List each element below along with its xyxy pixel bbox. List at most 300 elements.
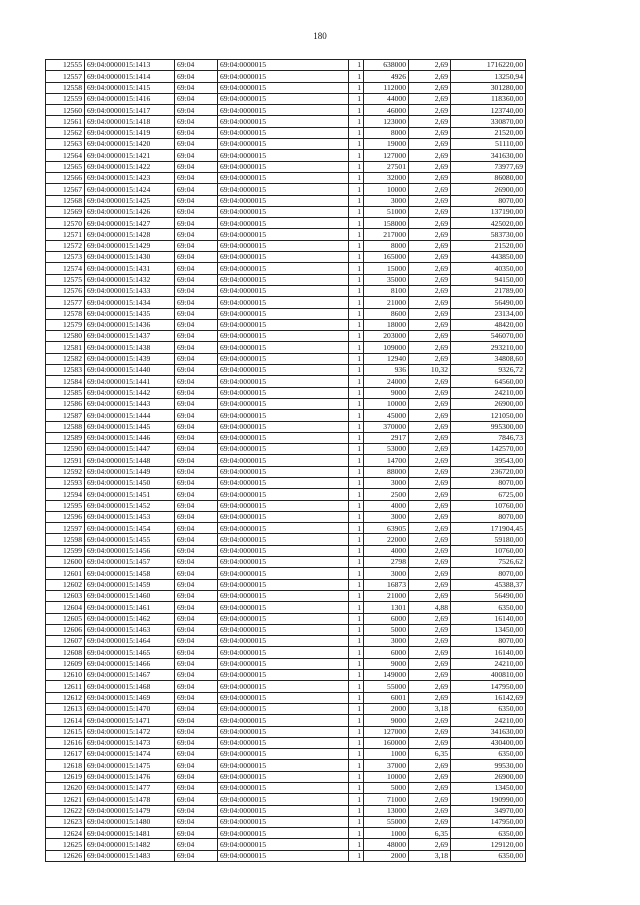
area-cell: 203000 (364, 331, 409, 342)
quarter-number-cell: 69:04:0000015 (218, 624, 349, 635)
count-cell: 1 (349, 749, 364, 760)
district-code-cell: 69:04 (175, 60, 218, 71)
count-cell: 1 (349, 127, 364, 138)
cadastral-number-cell: 69:04:0000015:1475 (85, 760, 175, 771)
row-number-cell: 12581 (46, 342, 85, 353)
specific-value-cell: 2,69 (409, 71, 451, 82)
count-cell: 1 (349, 703, 364, 714)
row-number-cell: 12612 (46, 692, 85, 703)
specific-value-cell: 2,69 (409, 658, 451, 669)
row-number-cell: 12591 (46, 455, 85, 466)
quarter-number-cell: 69:04:0000015 (218, 647, 349, 658)
area-cell: 15000 (364, 263, 409, 274)
count-cell: 1 (349, 353, 364, 364)
cadastral-number-cell: 69:04:0000015:1462 (85, 613, 175, 624)
row-number-cell: 12563 (46, 139, 85, 150)
quarter-number-cell: 69:04:0000015 (218, 455, 349, 466)
row-number-cell: 12573 (46, 252, 85, 263)
district-code-cell: 69:04 (175, 737, 218, 748)
quarter-number-cell: 69:04:0000015 (218, 218, 349, 229)
cadastral-value-cell: 6350,00 (451, 703, 526, 714)
table-row (46, 365, 526, 376)
quarter-number-cell: 69:04:0000015 (218, 342, 349, 353)
specific-value-cell: 2,69 (409, 511, 451, 522)
count-cell: 1 (349, 263, 364, 274)
district-code-cell: 69:04 (175, 579, 218, 590)
cadastral-value-cell: 21520,00 (451, 127, 526, 138)
area-cell: 37000 (364, 760, 409, 771)
area-cell: 51000 (364, 206, 409, 217)
area-cell: 217000 (364, 229, 409, 240)
area-cell: 8100 (364, 285, 409, 296)
cadastral-number-cell: 69:04:0000015:1481 (85, 828, 175, 839)
row-number-cell: 12601 (46, 568, 85, 579)
table-row (46, 240, 526, 251)
count-cell: 1 (349, 489, 364, 500)
row-number-cell: 12589 (46, 432, 85, 443)
specific-value-cell: 2,69 (409, 297, 451, 308)
row-number-cell: 12587 (46, 410, 85, 421)
table-row (46, 681, 526, 692)
cadastral-number-cell: 69:04:0000015:1423 (85, 172, 175, 183)
cadastral-value-cell: 137190,00 (451, 206, 526, 217)
row-number-cell: 12616 (46, 737, 85, 748)
specific-value-cell: 2,69 (409, 274, 451, 285)
count-cell: 1 (349, 579, 364, 590)
area-cell: 160000 (364, 737, 409, 748)
row-number-cell: 12580 (46, 331, 85, 342)
quarter-number-cell: 69:04:0000015 (218, 229, 349, 240)
cadastral-number-cell: 69:04:0000015:1413 (85, 60, 175, 71)
count-cell: 1 (349, 737, 364, 748)
row-number-cell: 12615 (46, 726, 85, 737)
quarter-number-cell: 69:04:0000015 (218, 93, 349, 104)
cadastral-value-cell: 425020,00 (451, 218, 526, 229)
table-row (46, 568, 526, 579)
row-number-cell: 12588 (46, 421, 85, 432)
quarter-number-cell: 69:04:0000015 (218, 184, 349, 195)
specific-value-cell: 2,69 (409, 692, 451, 703)
specific-value-cell: 2,69 (409, 116, 451, 127)
specific-value-cell: 2,69 (409, 161, 451, 172)
cadastral-value-cell: 13450,00 (451, 624, 526, 635)
quarter-number-cell: 69:04:0000015 (218, 670, 349, 681)
table-row (46, 783, 526, 794)
district-code-cell: 69:04 (175, 568, 218, 579)
quarter-number-cell: 69:04:0000015 (218, 489, 349, 500)
cadastral-value-cell: 21520,00 (451, 240, 526, 251)
specific-value-cell: 2,69 (409, 500, 451, 511)
district-code-cell: 69:04 (175, 240, 218, 251)
area-cell: 4000 (364, 545, 409, 556)
area-cell: 2000 (364, 850, 409, 861)
row-number-cell: 12625 (46, 839, 85, 850)
quarter-number-cell: 69:04:0000015 (218, 816, 349, 827)
quarter-number-cell: 69:04:0000015 (218, 579, 349, 590)
quarter-number-cell: 69:04:0000015 (218, 545, 349, 556)
area-cell: 35000 (364, 274, 409, 285)
area-cell: 53000 (364, 444, 409, 455)
district-code-cell: 69:04 (175, 850, 218, 861)
specific-value-cell: 2,69 (409, 206, 451, 217)
cadastral-value-cell: 171904,45 (451, 523, 526, 534)
table-row (46, 816, 526, 827)
cadastral-value-cell: 236720,00 (451, 466, 526, 477)
district-code-cell: 69:04 (175, 670, 218, 681)
specific-value-cell: 10,32 (409, 365, 451, 376)
quarter-number-cell: 69:04:0000015 (218, 139, 349, 150)
cadastral-number-cell: 69:04:0000015:1429 (85, 240, 175, 251)
count-cell: 1 (349, 365, 364, 376)
area-cell: 6000 (364, 647, 409, 658)
count-cell: 1 (349, 195, 364, 206)
quarter-number-cell: 69:04:0000015 (218, 568, 349, 579)
cadastral-value-cell: 21789,00 (451, 285, 526, 296)
cadastral-number-cell: 69:04:0000015:1456 (85, 545, 175, 556)
cadastral-value-cell: 190990,00 (451, 794, 526, 805)
district-code-cell: 69:04 (175, 229, 218, 240)
count-cell: 1 (349, 455, 364, 466)
quarter-number-cell: 69:04:0000015 (218, 263, 349, 274)
specific-value-cell: 2,69 (409, 760, 451, 771)
cadastral-value-cell: 40350,00 (451, 263, 526, 274)
cadastral-value-cell: 13450,00 (451, 783, 526, 794)
area-cell: 3000 (364, 568, 409, 579)
cadastral-value-cell: 400810,00 (451, 670, 526, 681)
cadastral-value-cell: 16140,00 (451, 647, 526, 658)
table-row (46, 172, 526, 183)
cadastral-value-cell: 48420,00 (451, 319, 526, 330)
area-cell: 45000 (364, 410, 409, 421)
area-cell: 9000 (364, 658, 409, 669)
count-cell: 1 (349, 172, 364, 183)
row-number-cell: 12604 (46, 602, 85, 613)
specific-value-cell: 2,69 (409, 410, 451, 421)
quarter-number-cell: 69:04:0000015 (218, 60, 349, 71)
quarter-number-cell: 69:04:0000015 (218, 726, 349, 737)
table-row (46, 206, 526, 217)
specific-value-cell: 2,69 (409, 184, 451, 195)
district-code-cell: 69:04 (175, 794, 218, 805)
cadastral-value-cell: 94150,00 (451, 274, 526, 285)
specific-value-cell: 2,69 (409, 82, 451, 93)
district-code-cell: 69:04 (175, 489, 218, 500)
cadastral-value-cell: 10760,00 (451, 545, 526, 556)
district-code-cell: 69:04 (175, 206, 218, 217)
quarter-number-cell: 69:04:0000015 (218, 432, 349, 443)
cadastral-value-cell: 147950,00 (451, 816, 526, 827)
quarter-number-cell: 69:04:0000015 (218, 534, 349, 545)
district-code-cell: 69:04 (175, 477, 218, 488)
specific-value-cell: 2,69 (409, 805, 451, 816)
table-row (46, 263, 526, 274)
table-row (46, 150, 526, 161)
table-row (46, 60, 526, 71)
area-cell: 22000 (364, 534, 409, 545)
district-code-cell: 69:04 (175, 816, 218, 827)
quarter-number-cell: 69:04:0000015 (218, 760, 349, 771)
cadastral-number-cell: 69:04:0000015:1433 (85, 285, 175, 296)
area-cell: 8000 (364, 240, 409, 251)
table-row (46, 466, 526, 477)
count-cell: 1 (349, 240, 364, 251)
table-row (46, 297, 526, 308)
specific-value-cell: 2,69 (409, 342, 451, 353)
district-code-cell: 69:04 (175, 376, 218, 387)
district-code-cell: 69:04 (175, 116, 218, 127)
cadastral-number-cell: 69:04:0000015:1432 (85, 274, 175, 285)
district-code-cell: 69:04 (175, 703, 218, 714)
table-row (46, 116, 526, 127)
specific-value-cell: 2,69 (409, 218, 451, 229)
specific-value-cell: 2,69 (409, 432, 451, 443)
table-row (46, 647, 526, 658)
table-row (46, 398, 526, 409)
cadastral-number-cell: 69:04:0000015:1479 (85, 805, 175, 816)
cadastral-number-cell: 69:04:0000015:1435 (85, 308, 175, 319)
district-code-cell: 69:04 (175, 342, 218, 353)
district-code-cell: 69:04 (175, 760, 218, 771)
quarter-number-cell: 69:04:0000015 (218, 252, 349, 263)
table-row (46, 127, 526, 138)
area-cell: 44000 (364, 93, 409, 104)
cadastral-number-cell: 69:04:0000015:1468 (85, 681, 175, 692)
table-row (46, 545, 526, 556)
district-code-cell: 69:04 (175, 139, 218, 150)
row-number-cell: 12579 (46, 319, 85, 330)
area-cell: 4000 (364, 500, 409, 511)
row-number-cell: 12624 (46, 828, 85, 839)
district-code-cell: 69:04 (175, 749, 218, 760)
quarter-number-cell: 69:04:0000015 (218, 297, 349, 308)
quarter-number-cell: 69:04:0000015 (218, 319, 349, 330)
specific-value-cell: 2,69 (409, 195, 451, 206)
cadastral-value-table (45, 59, 526, 862)
count-cell: 1 (349, 387, 364, 398)
cadastral-number-cell: 69:04:0000015:1420 (85, 139, 175, 150)
quarter-number-cell: 69:04:0000015 (218, 82, 349, 93)
specific-value-cell: 2,69 (409, 681, 451, 692)
cadastral-value-cell: 64560,00 (451, 376, 526, 387)
count-cell: 1 (349, 139, 364, 150)
area-cell: 19000 (364, 139, 409, 150)
table-row (46, 444, 526, 455)
count-cell: 1 (349, 816, 364, 827)
row-number-cell: 12578 (46, 308, 85, 319)
area-cell: 88000 (364, 466, 409, 477)
count-cell: 1 (349, 828, 364, 839)
quarter-number-cell: 69:04:0000015 (218, 500, 349, 511)
cadastral-value-cell: 443850,00 (451, 252, 526, 263)
specific-value-cell: 2,69 (409, 263, 451, 274)
cadastral-number-cell: 69:04:0000015:1424 (85, 184, 175, 195)
row-number-cell: 12610 (46, 670, 85, 681)
quarter-number-cell: 69:04:0000015 (218, 477, 349, 488)
cadastral-value-cell: 26900,00 (451, 771, 526, 782)
cadastral-value-cell: 8070,00 (451, 477, 526, 488)
table-row (46, 331, 526, 342)
count-cell: 1 (349, 726, 364, 737)
row-number-cell: 12594 (46, 489, 85, 500)
quarter-number-cell: 69:04:0000015 (218, 590, 349, 601)
quarter-number-cell: 69:04:0000015 (218, 839, 349, 850)
cadastral-value-cell: 73977,69 (451, 161, 526, 172)
quarter-number-cell: 69:04:0000015 (218, 240, 349, 251)
cadastral-value-cell: 330870,00 (451, 116, 526, 127)
specific-value-cell: 2,69 (409, 60, 451, 71)
area-cell: 9000 (364, 387, 409, 398)
area-cell: 48000 (364, 839, 409, 850)
cadastral-value-cell: 546070,00 (451, 331, 526, 342)
quarter-number-cell: 69:04:0000015 (218, 150, 349, 161)
table-row (46, 670, 526, 681)
cadastral-number-cell: 69:04:0000015:1463 (85, 624, 175, 635)
quarter-number-cell: 69:04:0000015 (218, 365, 349, 376)
table-row (46, 523, 526, 534)
district-code-cell: 69:04 (175, 692, 218, 703)
specific-value-cell: 2,69 (409, 308, 451, 319)
count-cell: 1 (349, 602, 364, 613)
district-code-cell: 69:04 (175, 557, 218, 568)
cadastral-number-cell: 69:04:0000015:1467 (85, 670, 175, 681)
specific-value-cell: 2,69 (409, 421, 451, 432)
table-row (46, 342, 526, 353)
table-row (46, 410, 526, 421)
cadastral-value-cell: 6350,00 (451, 850, 526, 861)
cadastral-value-cell: 13250,94 (451, 71, 526, 82)
row-number-cell: 12582 (46, 353, 85, 364)
row-number-cell: 12618 (46, 760, 85, 771)
row-number-cell: 12613 (46, 703, 85, 714)
count-cell: 1 (349, 839, 364, 850)
area-cell: 638000 (364, 60, 409, 71)
table-row (46, 511, 526, 522)
row-number-cell: 12599 (46, 545, 85, 556)
cadastral-number-cell: 69:04:0000015:1458 (85, 568, 175, 579)
cadastral-number-cell: 69:04:0000015:1470 (85, 703, 175, 714)
specific-value-cell: 2,69 (409, 590, 451, 601)
row-number-cell: 12583 (46, 365, 85, 376)
cadastral-number-cell: 69:04:0000015:1453 (85, 511, 175, 522)
specific-value-cell: 2,69 (409, 489, 451, 500)
district-code-cell: 69:04 (175, 466, 218, 477)
specific-value-cell: 2,69 (409, 252, 451, 263)
specific-value-cell: 2,69 (409, 794, 451, 805)
area-cell: 21000 (364, 590, 409, 601)
row-number-cell: 12561 (46, 116, 85, 127)
cadastral-number-cell: 69:04:0000015:1450 (85, 477, 175, 488)
count-cell: 1 (349, 82, 364, 93)
row-number-cell: 12576 (46, 285, 85, 296)
cadastral-number-cell: 69:04:0000015:1483 (85, 850, 175, 861)
cadastral-number-cell: 69:04:0000015:1416 (85, 93, 175, 104)
row-number-cell: 12606 (46, 624, 85, 635)
specific-value-cell: 2,69 (409, 398, 451, 409)
cadastral-value-cell: 34808,60 (451, 353, 526, 364)
table-body (46, 60, 526, 862)
cadastral-number-cell: 69:04:0000015:1431 (85, 263, 175, 274)
area-cell: 6001 (364, 692, 409, 703)
table-row (46, 195, 526, 206)
cadastral-number-cell: 69:04:0000015:1438 (85, 342, 175, 353)
row-number-cell: 12586 (46, 398, 85, 409)
cadastral-value-cell: 6725,00 (451, 489, 526, 500)
row-number-cell: 12621 (46, 794, 85, 805)
district-code-cell: 69:04 (175, 839, 218, 850)
quarter-number-cell: 69:04:0000015 (218, 850, 349, 861)
row-number-cell: 12557 (46, 71, 85, 82)
row-number-cell: 12611 (46, 681, 85, 692)
district-code-cell: 69:04 (175, 127, 218, 138)
count-cell: 1 (349, 805, 364, 816)
specific-value-cell: 2,69 (409, 523, 451, 534)
cadastral-number-cell: 69:04:0000015:1471 (85, 715, 175, 726)
quarter-number-cell: 69:04:0000015 (218, 749, 349, 760)
cadastral-number-cell: 69:04:0000015:1440 (85, 365, 175, 376)
count-cell: 1 (349, 681, 364, 692)
quarter-number-cell: 69:04:0000015 (218, 703, 349, 714)
cadastral-number-cell: 69:04:0000015:1460 (85, 590, 175, 601)
area-cell: 127000 (364, 150, 409, 161)
cadastral-number-cell: 69:04:0000015:1445 (85, 421, 175, 432)
cadastral-number-cell: 69:04:0000015:1476 (85, 771, 175, 782)
quarter-number-cell: 69:04:0000015 (218, 737, 349, 748)
area-cell: 10000 (364, 398, 409, 409)
count-cell: 1 (349, 647, 364, 658)
quarter-number-cell: 69:04:0000015 (218, 523, 349, 534)
specific-value-cell: 2,69 (409, 579, 451, 590)
area-cell: 13000 (364, 805, 409, 816)
row-number-cell: 12595 (46, 500, 85, 511)
row-number-cell: 12574 (46, 263, 85, 274)
row-number-cell: 12568 (46, 195, 85, 206)
district-code-cell: 69:04 (175, 93, 218, 104)
table-row (46, 726, 526, 737)
cadastral-number-cell: 69:04:0000015:1414 (85, 71, 175, 82)
quarter-number-cell: 69:04:0000015 (218, 71, 349, 82)
area-cell: 5000 (364, 783, 409, 794)
specific-value-cell: 2,69 (409, 839, 451, 850)
area-cell: 127000 (364, 726, 409, 737)
district-code-cell: 69:04 (175, 455, 218, 466)
area-cell: 158000 (364, 218, 409, 229)
count-cell: 1 (349, 319, 364, 330)
row-number-cell: 12605 (46, 613, 85, 624)
row-number-cell: 12562 (46, 127, 85, 138)
table-row (46, 285, 526, 296)
table-row (46, 737, 526, 748)
table-row (46, 105, 526, 116)
district-code-cell: 69:04 (175, 771, 218, 782)
quarter-number-cell: 69:04:0000015 (218, 285, 349, 296)
specific-value-cell: 3,18 (409, 703, 451, 714)
table-row (46, 161, 526, 172)
table-row (46, 500, 526, 511)
area-cell: 112000 (364, 82, 409, 93)
district-code-cell: 69:04 (175, 319, 218, 330)
district-code-cell: 69:04 (175, 263, 218, 274)
table-row (46, 771, 526, 782)
specific-value-cell: 2,69 (409, 647, 451, 658)
quarter-number-cell: 69:04:0000015 (218, 331, 349, 342)
specific-value-cell: 2,69 (409, 477, 451, 488)
table-row (46, 624, 526, 635)
cadastral-number-cell: 69:04:0000015:1478 (85, 794, 175, 805)
area-cell: 71000 (364, 794, 409, 805)
district-code-cell: 69:04 (175, 150, 218, 161)
table-row (46, 805, 526, 816)
quarter-number-cell: 69:04:0000015 (218, 172, 349, 183)
